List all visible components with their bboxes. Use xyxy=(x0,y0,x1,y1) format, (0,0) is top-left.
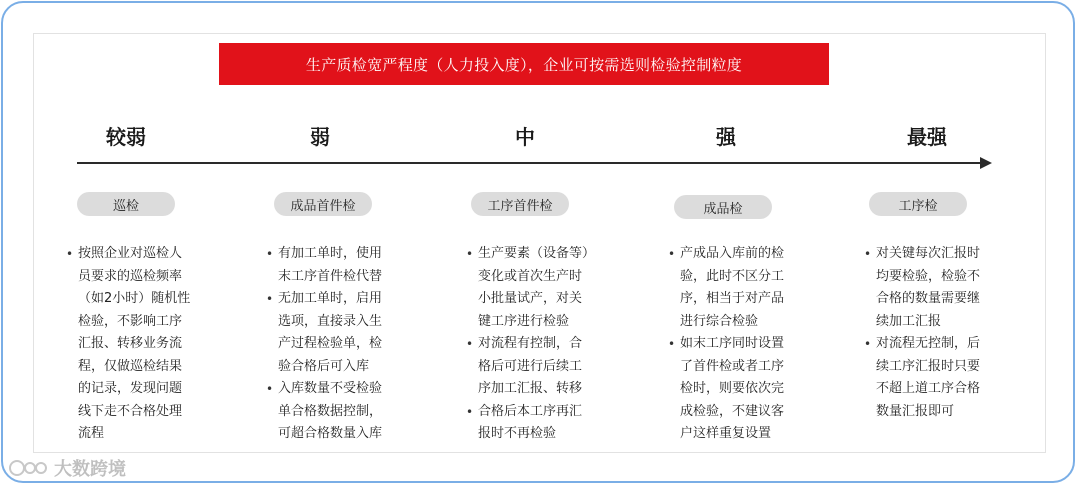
list-item xyxy=(864,243,989,333)
list-item-text: 有加工单时，使用末工序首件检代替 xyxy=(278,246,383,284)
bullet-icon: • xyxy=(864,247,872,261)
watermark xyxy=(8,453,126,483)
level-label-weaker: 较弱 xyxy=(106,125,146,149)
column-product-inspection xyxy=(668,243,793,446)
list-item-text: 无加工单时，启用选项，直接录入生产过程检验单，检验合格后可入库 xyxy=(278,291,383,374)
column-process-inspection xyxy=(864,243,989,423)
list-item xyxy=(668,333,793,446)
list-item xyxy=(864,333,989,423)
list-item-text: 合格后本工序再汇报时不再检验 xyxy=(478,403,583,441)
watermark-text: 大数跨境 xyxy=(54,459,126,480)
level-label-medium: 中 xyxy=(515,125,535,149)
list-item-text: 对流程无控制，后续工序汇报时只要不超上道工序合格数量汇报即可 xyxy=(876,336,981,419)
banner-title: 生产质检宽严程度（人力投入度），企业可按需选则检验控制粒度 xyxy=(219,43,829,85)
bullet-icon: • xyxy=(668,337,676,351)
level-label-strongest: 最强 xyxy=(907,125,947,149)
axis-line xyxy=(77,162,982,164)
logo-icon xyxy=(8,457,48,479)
bullet-icon: • xyxy=(864,337,872,351)
list-item xyxy=(266,378,391,446)
tag-product-first-article: 成品首件检 xyxy=(274,192,372,216)
tag-patrol-inspection: 巡检 xyxy=(77,192,175,216)
list-item xyxy=(266,288,391,378)
list-item xyxy=(466,333,591,401)
list-item-text: 产成品入库前的检验，此时不区分工序，相当于对产品进行综合检验 xyxy=(680,246,785,329)
bullet-icon: • xyxy=(66,247,74,261)
list-item xyxy=(66,243,191,446)
bullet-icon: • xyxy=(266,292,274,306)
level-label-strong: 强 xyxy=(716,125,736,149)
bullet-icon: • xyxy=(466,247,474,261)
list-item xyxy=(466,401,591,446)
list-item-text: 入库数量不受检验单合格数据控制，可超合格数量入库 xyxy=(278,381,383,441)
list-item xyxy=(466,243,591,333)
bullet-icon: • xyxy=(466,337,474,351)
list-item xyxy=(668,243,793,333)
list-item xyxy=(266,243,391,288)
column-process-first-article xyxy=(466,243,591,446)
tag-process-inspection: 工序检 xyxy=(869,192,967,216)
list-item-text: 如末工序同时设置了首件检或者工序检时，则要依次完成检验，不建议客户这样重复设置 xyxy=(680,336,785,441)
bullet-icon: • xyxy=(466,404,474,419)
axis-arrow-icon xyxy=(980,157,992,169)
list-item-text: 对关键每次汇报时均要检验，检验不合格的数量需要继续加工汇报 xyxy=(876,246,981,329)
bullet-icon: • xyxy=(668,247,676,261)
column-product-first-article xyxy=(266,243,391,446)
bullet-icon: • xyxy=(266,382,274,396)
tag-process-first-article: 工序首件检 xyxy=(471,192,569,216)
list-item-text: 对流程有控制，合格后可进行后续工序加工汇报、转移 xyxy=(478,336,583,396)
bullet-icon: • xyxy=(266,247,274,261)
list-item-text: 按照企业对巡检人员要求的巡检频率（如2小时）随机性检验，不影响工序汇报、转移业务流程，仅做巡检结果的记录，发现问题线下走不合格处理流程 xyxy=(78,246,191,441)
list-item-text: 生产要素（设备等）变化或首次生产时小批量试产，对关键工序进行检验 xyxy=(478,246,589,329)
level-label-weak: 弱 xyxy=(310,125,330,149)
column-patrol-inspection xyxy=(66,243,191,446)
tag-product-inspection: 成品检 xyxy=(674,195,772,219)
